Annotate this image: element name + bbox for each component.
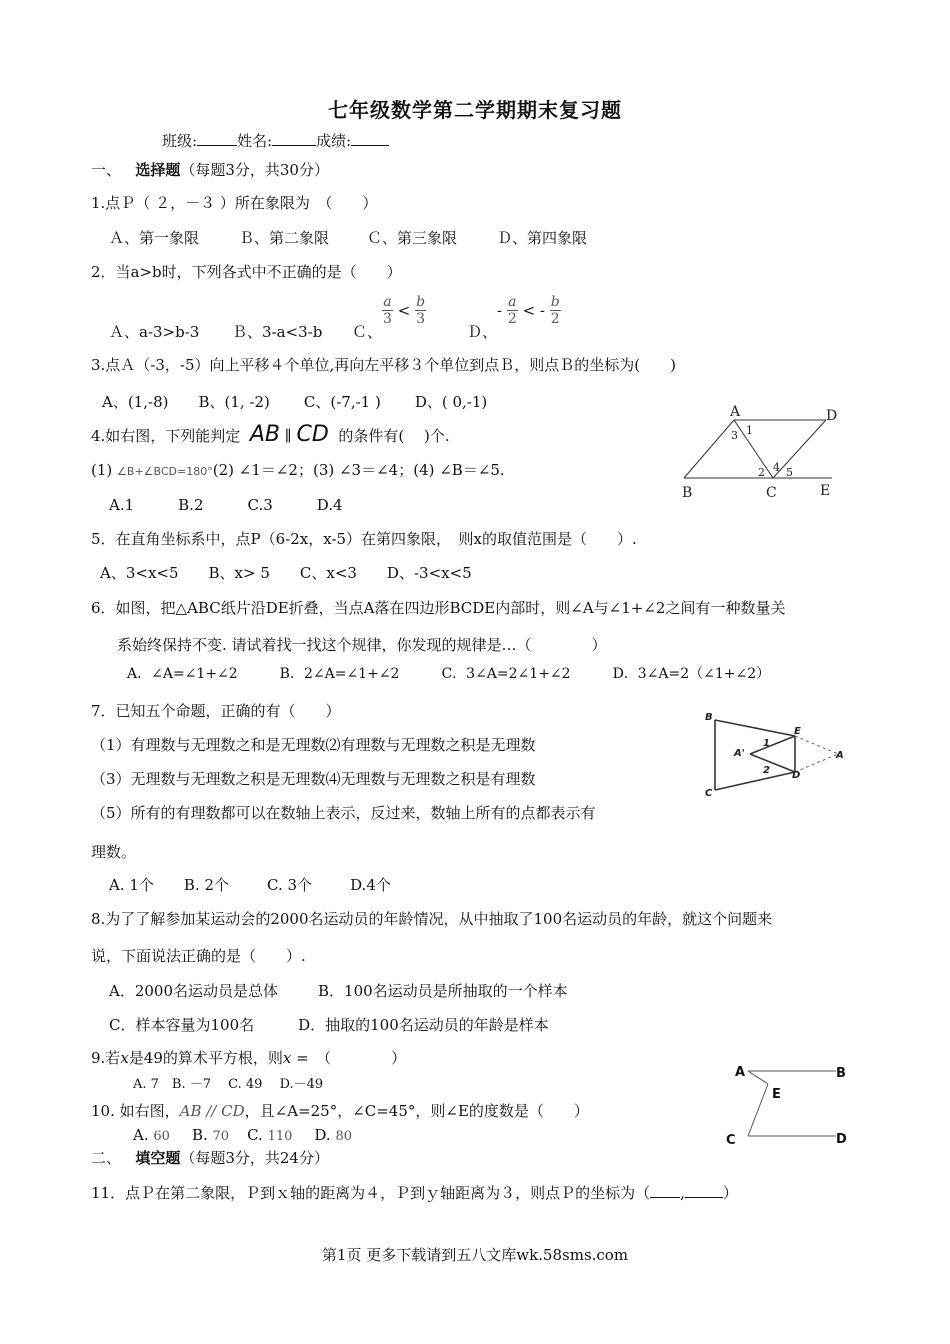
q4-cd: CD bbox=[296, 422, 329, 447]
label-e: E bbox=[772, 1087, 781, 1102]
q5-options: A、3<x<5 B、x> 5 C、x<3 D、-3<x<5 bbox=[100, 564, 472, 582]
q3-option-c: C、(-7,-1 ) bbox=[303, 393, 381, 411]
section-name: 选择题 bbox=[135, 161, 181, 179]
label-b: B bbox=[682, 485, 693, 501]
score-label: 成绩: bbox=[316, 132, 352, 150]
page-footer: 第1页 更多下载请到五八文库wk.58sms.com bbox=[321, 1246, 629, 1264]
q4-parallel: ∥ bbox=[284, 427, 292, 445]
section-2-heading: 二、 填空题（每题3分，共24分） bbox=[91, 1149, 329, 1167]
label-d: D bbox=[836, 1132, 847, 1147]
label-a: A bbox=[730, 404, 741, 420]
fraction-b-over-3: $\frac{b}{3}$ bbox=[416, 294, 426, 327]
label-a-prime: A' bbox=[734, 748, 745, 759]
section-note: （每题3分，共30分） bbox=[180, 161, 329, 179]
score-blank bbox=[351, 131, 389, 146]
label-c: C bbox=[766, 485, 777, 501]
q3-stem: 3.点Ａ（-3，-5）向上平移４个单位,再向左平移３个单位到点Ｂ，则点Ｂ的坐标为( ) bbox=[91, 356, 677, 374]
label-d: D bbox=[792, 770, 801, 781]
q4-ab: AB bbox=[249, 422, 281, 447]
q2-option-c-expr: $\frac{a}{3}$ < $\frac{b}{3}$ bbox=[383, 294, 426, 327]
q9-stem: 9.若x是49的算术平方根，则x = （ ） bbox=[91, 1049, 407, 1067]
angle-1-label: 1 bbox=[763, 738, 770, 749]
fraction-b-over-2: $\frac{b}{2}$ bbox=[550, 294, 560, 327]
q1-option-c: Ｃ、第三象限 bbox=[367, 229, 458, 247]
q8-options-cd: C．样本容量为100名 D．抽取的100名运动员的年龄是样本 bbox=[109, 1016, 549, 1034]
q1-option-a: Ａ、第一象限 bbox=[109, 229, 200, 247]
label-e: E bbox=[794, 726, 801, 737]
q9-options: A. 7 B. －7 C. 49 D.－49 bbox=[133, 1077, 324, 1092]
fraction-a-over-2: $\frac{a}{2}$ bbox=[507, 294, 517, 327]
angle-5-label: 5 bbox=[786, 466, 793, 479]
q7-line-4: 理数。 bbox=[91, 843, 137, 861]
class-blank bbox=[197, 131, 237, 146]
q6-stem-line1: 6．如图，把△ABC纸片沿DE折叠，当点A落在四边形BCDE内部时，则∠A与∠1+∠2之间有一种数量关 bbox=[91, 599, 786, 617]
q5-stem: 5．在直角坐标系中，点P（6-2x，x-5）在第四象限， 则x的取值范围是（ ）. bbox=[91, 530, 637, 548]
q6-stem-line2: 系始终保持不变. 请试着找一找这个规律，你发现的规律是…（ ） bbox=[117, 636, 607, 654]
label-e: E bbox=[820, 483, 831, 499]
q8-stem-line1: 8.为了了解参加某运动会的2000名运动员的年龄情况，从中抽取了100名运动员的年龄，就这个问题来 bbox=[91, 910, 773, 928]
section-number: 一、 bbox=[91, 161, 122, 179]
label-a: A bbox=[836, 750, 844, 761]
q2-option-d-label: Ｄ、 bbox=[467, 323, 498, 341]
q2-stem: 2．当a>b时，下列各式中不正确的是（ ） bbox=[91, 263, 402, 281]
label-c: C bbox=[726, 1133, 736, 1148]
q1-option-b: Ｂ、第二象限 bbox=[239, 229, 330, 247]
angle-2-label: 2 bbox=[758, 466, 765, 479]
angle-3-label: 3 bbox=[731, 429, 738, 442]
q1-option-d: Ｄ、第四象限 bbox=[497, 229, 588, 247]
q3-option-b: B、(1, -2) bbox=[198, 393, 270, 411]
q11-blank-y bbox=[685, 1183, 723, 1198]
q7-line-1: （1）有理数与无理数之和是无理数⑵有理数与无理数之积是无理数 bbox=[91, 736, 536, 754]
label-a: A bbox=[735, 1065, 746, 1080]
q10-options: A. 60 B. 70 C. 110 D. 80 bbox=[133, 1126, 352, 1144]
angle-4-label: 4 bbox=[773, 461, 780, 474]
q3-option-a: A、(1,-8) bbox=[102, 393, 169, 411]
q1-stem: 1.点Ｐ（ ２，－３ ）所在象限为 （ ） bbox=[91, 194, 378, 212]
q4-condition-1: ∠B+∠BCD=180° bbox=[117, 465, 213, 478]
q8-options-ab: A．2000名运动员是总体 B．100名运动员是所抽取的一个样本 bbox=[109, 982, 568, 1000]
q7-line-3: （5）所有的有理数都可以在数轴上表示，反过来，数轴上所有的点都表示有 bbox=[91, 804, 596, 822]
q10-figure bbox=[726, 1058, 856, 1150]
class-label: 班级: bbox=[162, 132, 198, 150]
q7-options: A. 1个 B. 2个 C. 3个 D.4个 bbox=[109, 876, 391, 894]
q4-figure bbox=[676, 402, 846, 502]
q7-line-2: （3）无理数与无理数之积是无理数⑷无理数与无理数之积是有理数 bbox=[91, 770, 536, 788]
q6-figure bbox=[700, 706, 850, 800]
name-label: 姓名: bbox=[237, 132, 273, 150]
q8-stem-line2: 说，下面说法正确的是（ ）. bbox=[91, 947, 306, 965]
label-c: C bbox=[705, 788, 713, 799]
q2-option-a: Ａ、a-3>b-3 bbox=[109, 323, 200, 341]
q3-options bbox=[102, 392, 487, 412]
q4-conditions: (1) ∠B+∠BCD=180°(2) ∠1＝∠2；(3) ∠3＝∠4；(4) ∠B＝∠5. bbox=[91, 461, 505, 479]
page-title: 七年级数学第二学期期末复习题 bbox=[328, 98, 622, 122]
label-b: B bbox=[705, 712, 713, 723]
fraction-a-over-3: $\frac{a}{3}$ bbox=[383, 294, 392, 327]
q2-option-b: Ｂ、3-a<3-b bbox=[232, 323, 323, 341]
q4-options: A.1 B.2 C.3 D.4 bbox=[109, 496, 343, 514]
angle-2-label: 2 bbox=[763, 765, 770, 776]
name-blank bbox=[272, 131, 316, 146]
q11-stem: 11．点Ｐ在第二象限，Ｐ到ｘ轴的距离为４，Ｐ到ｙ轴距离为３，则点Ｐ的坐标为（ , ） bbox=[91, 1184, 738, 1202]
q2-option-c-label: Ｃ、 bbox=[352, 323, 383, 341]
q2-option-d-expr: - $\frac{a}{2}$ < - $\frac{b}{2}$ bbox=[497, 294, 560, 327]
label-d: D bbox=[826, 408, 838, 424]
student-info-line bbox=[162, 131, 389, 151]
q4-conditions-rest: (2) ∠1＝∠2；(3) ∠3＝∠4；(4) ∠B＝∠5. bbox=[212, 461, 505, 479]
q11-blank-x bbox=[650, 1183, 680, 1198]
q7-stem: 7．已知五个命题，正确的有（ ） bbox=[91, 702, 341, 720]
q3-option-d: D、( 0,-1) bbox=[414, 393, 488, 411]
angle-1-label: 1 bbox=[746, 424, 753, 437]
q1-options bbox=[109, 228, 587, 248]
section-1-heading bbox=[91, 160, 329, 180]
label-b: B bbox=[836, 1066, 846, 1081]
q10-stem: 10. 如右图，AB // CD，且∠A=25°，∠C=45°，则∠E的度数是（ ） bbox=[91, 1102, 589, 1120]
q6-options: A．∠A=∠1+∠2 B．2∠A=∠1+∠2 C．3∠A=2∠1+∠2 D．3∠A=2（∠1+∠2） bbox=[127, 666, 771, 682]
q4-stem: 4.如右图，下列能判定 AB ∥ CD 的条件有( )个. bbox=[91, 422, 450, 447]
